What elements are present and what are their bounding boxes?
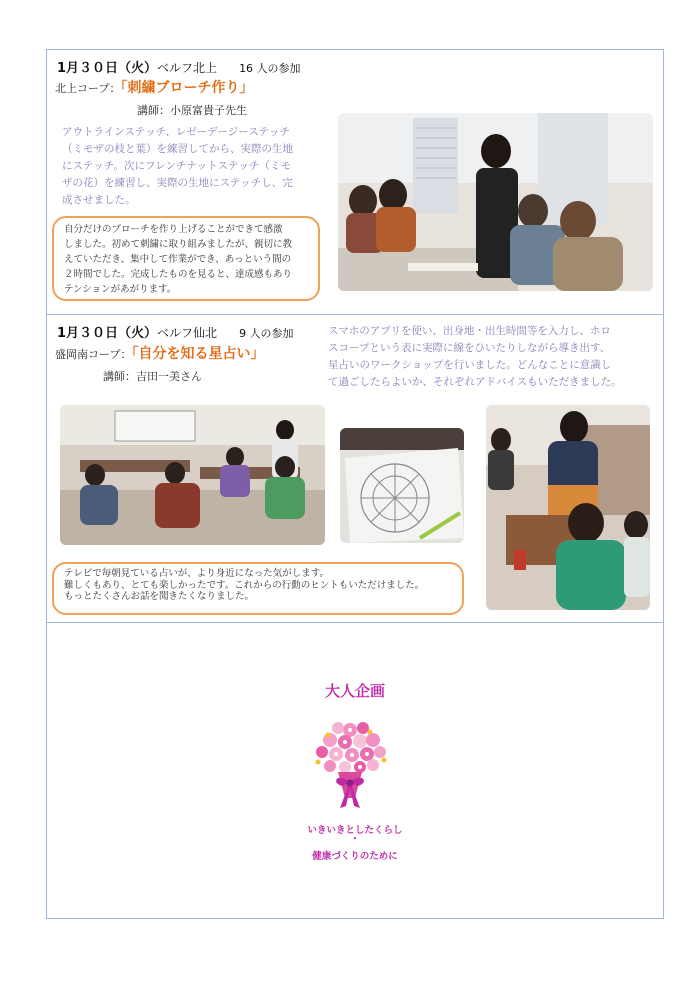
event2-title: 「自分を知る星占い」 [131, 346, 265, 362]
event1-description [62, 124, 324, 209]
event1-description-line: （ミモザの枝と葉）を練習してから、実際の生地 [62, 143, 293, 155]
event1-coop-name: 北上コープ： [55, 82, 121, 95]
event2-photo-workshop [486, 405, 650, 610]
event2-comment-bubble [52, 562, 464, 615]
event2-description-line: スマホのアプリを使い、出身地・出生時間等を入力し、ホロ [328, 325, 611, 337]
event1-comment-line: テンションがあがります。 [64, 284, 177, 295]
event2-comment-line: 難しくもあり、とても楽しかったです。これからの行動のヒントもいただけました。 [64, 579, 425, 591]
event2-venue: ベルフ仙北 [157, 326, 218, 340]
event2-comment-line: もっとたくさんお話を聞きたくなりました。 [64, 591, 255, 602]
event1-description-line: アウトラインステッチ、レゼーデージーステッチ [62, 126, 291, 138]
event1-date: 1月３０日（火） [57, 61, 158, 76]
event2-description-line: スコープという表に実際に線をひいたりしながら導き出す、 [328, 342, 611, 354]
flower-bouquet-icon [300, 710, 400, 815]
event1-coop [55, 77, 253, 97]
event2-participants: 9 人の参加 [239, 327, 294, 340]
event2-description-line: て過ごしたらよいか、それぞれアドバイスもいただきました。 [328, 376, 622, 388]
event1-description-line: 成させました。 [62, 194, 136, 206]
adult-program-heading: 大人企画 [324, 682, 385, 700]
event1-description-line: ザの花）を練習し、実際の生地にステッチし、完 [62, 177, 293, 189]
event2-date: 1月３０日（火） [57, 326, 158, 341]
event1-comment-bubble [52, 216, 320, 301]
event1-description-line: にステッチ。次にフレンチナットステッチ（ミモ [62, 160, 291, 172]
event2-description-line: 星占いのワークショップを行いました。どんなことに意識し [328, 359, 612, 371]
event1-venue: ベルフ北上 [157, 61, 218, 75]
event1-instructor: 講師：小原富貴子先生 [137, 104, 247, 117]
event1-participants: 16 人の参加 [239, 62, 301, 75]
slogan-separator: ・ [350, 834, 360, 845]
slogan-line-1: いきいきとしたくらし [307, 825, 403, 836]
event1-photo [338, 113, 653, 291]
event2-coop [55, 343, 264, 363]
slogan-line-2: 健康づくりのために [312, 851, 398, 862]
event1-comment-line: ２時間でした。完成したものを見ると、達成感もあり [64, 269, 293, 280]
event2-instructor: 講師：吉田一美さん [103, 370, 202, 383]
event1-comment-line: えていただき、集中して作業ができ、あっという間の [64, 254, 292, 265]
event2-photo-horoscope [340, 428, 464, 543]
event2-description [328, 323, 658, 391]
event2-photo-classroom [60, 405, 325, 545]
event2-header [57, 322, 294, 341]
event1-comment-line: 自分だけのブローチを作り上げることができて感激 [64, 224, 283, 235]
section-divider-1 [46, 314, 664, 315]
event1-title: 「刺繍ブローチ作り」 [120, 80, 254, 96]
event1-comment-line: しました。初めて刺繍に取り組みましたが、親切に教 [64, 239, 293, 250]
event2-coop-name: 盛岡南コープ： [55, 348, 132, 361]
section-divider-2 [46, 622, 664, 623]
event2-comment-line: テレビで毎朝見ている占いが、より身近になった気がします。 [64, 568, 330, 579]
event1-header [57, 57, 301, 76]
